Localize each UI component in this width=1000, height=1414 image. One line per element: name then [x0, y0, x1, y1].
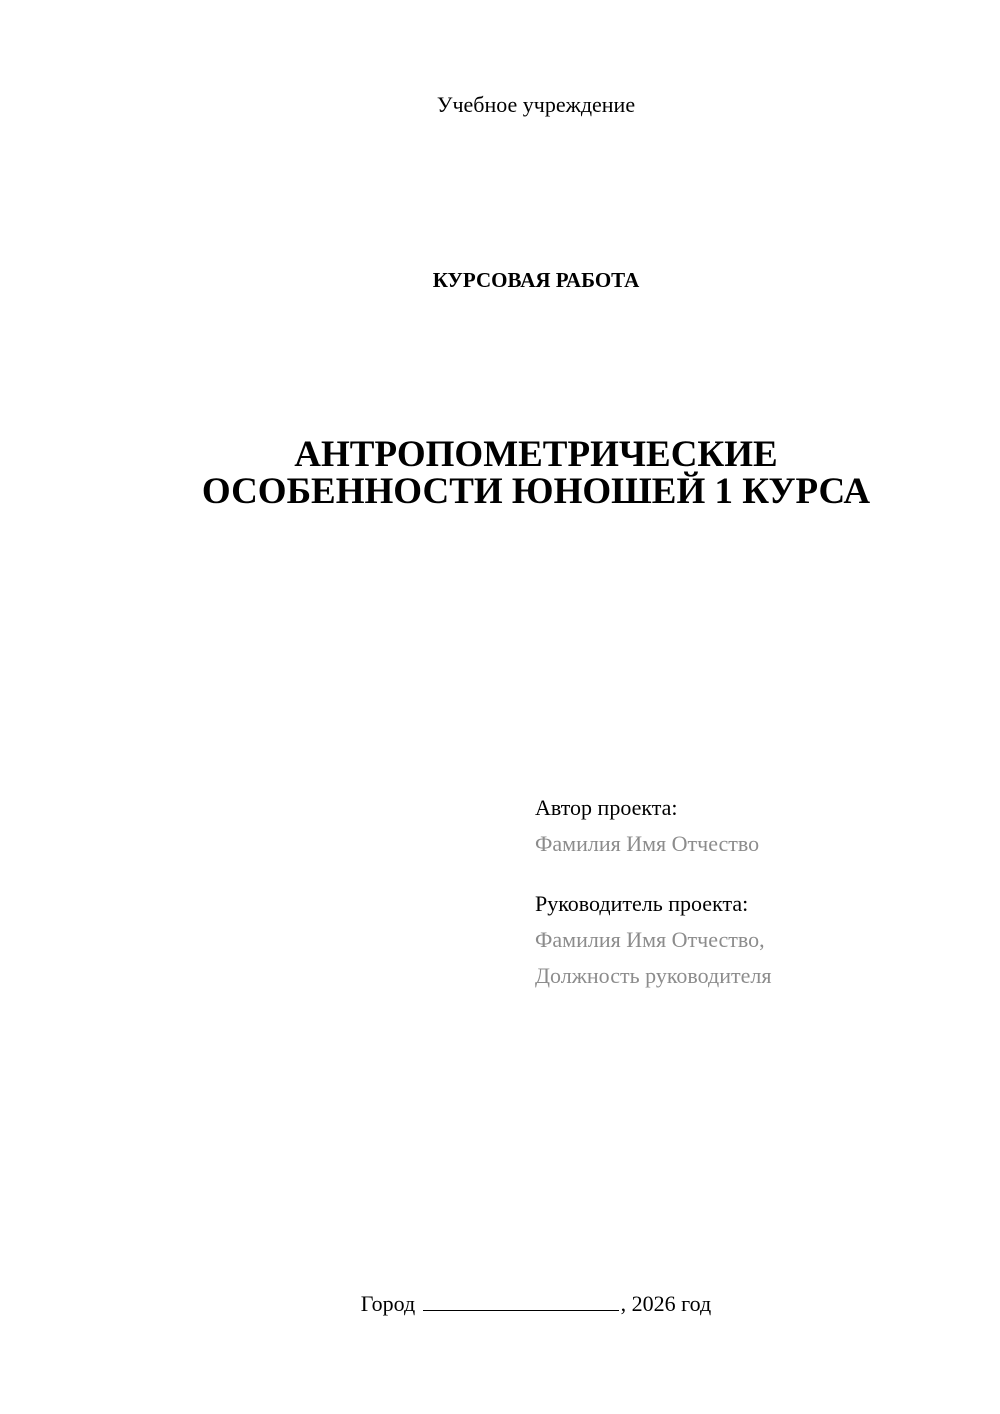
author-label: Автор проекта:: [535, 795, 678, 820]
info-spacer: [535, 862, 975, 886]
supervisor-name: Фамилия Имя Отчество,: [535, 927, 765, 952]
title-line-1: АНТРОПОМЕТРИЧЕСКИЕ: [294, 434, 778, 475]
document-type: КУРСОВАЯ РАБОТА: [432, 268, 640, 292]
city-blank-line: [423, 1290, 619, 1311]
title-line-2: ОСОБЕННОСТИ ЮНОШЕЙ 1 КУРСА: [201, 471, 871, 512]
footer-city-year: [0, 1290, 1000, 1317]
supervisor-label: Руководитель проекта:: [535, 891, 749, 916]
project-info: [535, 790, 975, 994]
city-label: Город: [360, 1291, 416, 1316]
institution-name: Учебное учреждение: [436, 92, 636, 117]
document-title: [0, 436, 1000, 510]
year-text: , 2026 год: [620, 1291, 712, 1316]
supervisor-position: Должность руководителя: [535, 963, 772, 988]
author-name: Фамилия Имя Отчество: [535, 831, 760, 856]
